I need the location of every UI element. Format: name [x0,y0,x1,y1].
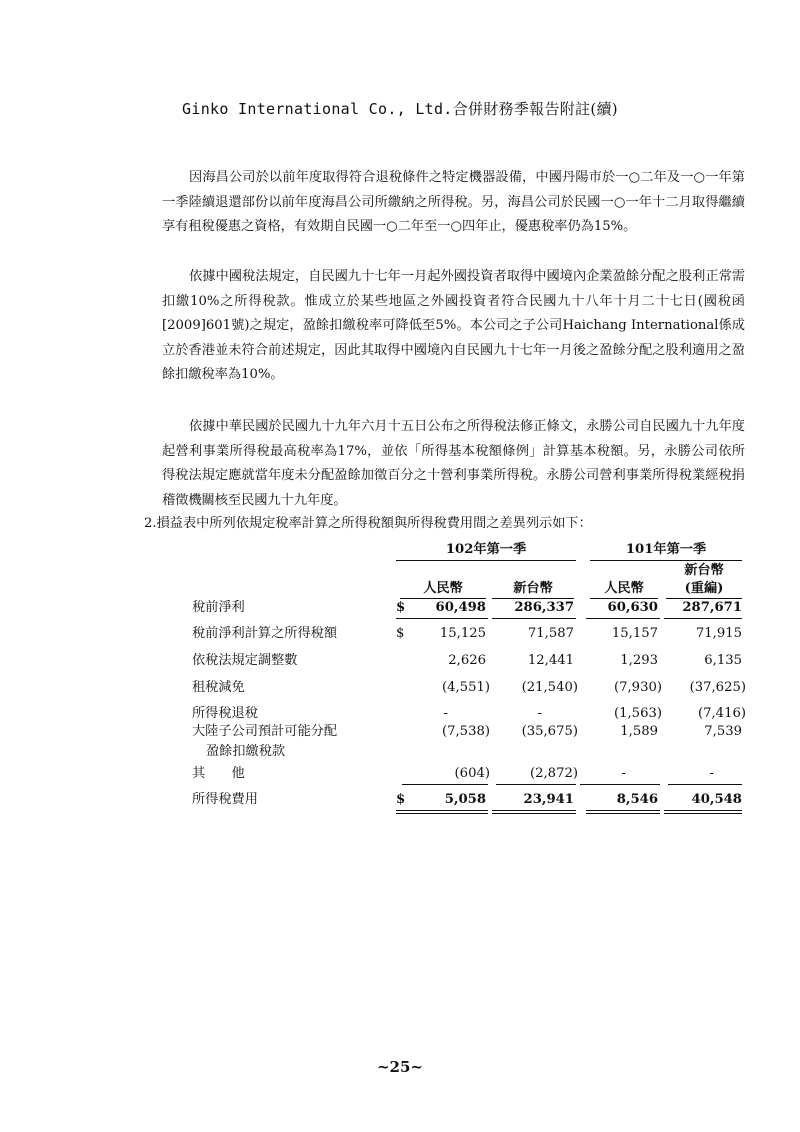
underline [580,784,660,785]
item-2-heading: 2.損益表中所列依規定稅率計算之所得稅額與所得稅費用間之差異列示如下： [144,516,592,531]
table-cell: (7,930) [613,680,662,695]
table-cell: 15,125 [439,626,486,641]
table-cell: 12,441 [527,653,574,668]
col-header-rmb-101: 人民幣 [590,580,658,599]
table-cell: - [443,706,448,721]
report-title: 合併財務季報告附註(續) [452,100,618,118]
double-underline [396,810,488,814]
row-label-line2: 盈餘扣繳稅款 [206,744,286,759]
group-header-102: 102年第一季 [396,540,576,561]
table-cell: (21,540) [521,680,578,695]
table-cell: (1,563) [613,706,662,721]
currency-symbol: $ [396,626,405,641]
underline [402,784,488,785]
table-cell: - [621,766,626,781]
table-cell: 60,498 [435,600,486,615]
table-cell: 40,548 [691,792,742,807]
table-cell: 5,058 [444,792,486,807]
table-cell: 6,135 [704,653,742,668]
table-cell: 8,546 [616,792,658,807]
row-label-line1: 大陸子公司預計可能分配 [192,724,338,739]
row-label-withholding [192,722,337,762]
row-label-tax-adjustment: 依稅法規定調整數 [192,653,298,668]
underline [492,618,576,619]
company-name: Ginko International Co., Ltd. [182,100,453,118]
table-cell: (604) [454,766,490,781]
table-cell: (37,625) [689,680,746,695]
table-cell: - [537,706,542,721]
double-underline [586,810,660,814]
table-cell: (7,416) [697,706,746,721]
paragraph-tax-refund: 因海昌公司於以前年度取得符合退稅條件之特定機器設備，中國丹陽市於一○二年及一○一年第一季陸續退還部份以前年度海昌公司所繳納之所得稅。另，海昌公司於民國一○一年十二月取得繼續享有租稅優惠之資格，有效期自民國一○二年至一○四年止，優惠稅率仍為15%。 [162,170,745,234]
table-cell: 71,915 [695,626,742,641]
row-label-tax-refund: 所得稅退稅 [192,706,258,721]
table-cell: 71,587 [527,626,574,641]
row-label-tax-exemption: 租稅減免 [192,680,245,695]
underline [396,618,488,619]
row-label-income-tax-expense: 所得稅費用 [192,792,258,807]
table-cell: (4,551) [441,680,490,695]
table-cell: (35,675) [521,724,578,739]
row-label-other: 其 他 [192,766,245,781]
table-cell: 60,630 [607,600,658,615]
underline [496,784,576,785]
col-header-ntd-101-line2: (重編) [684,581,724,596]
table-cell: (7,538) [441,724,490,739]
currency-symbol: $ [396,792,406,807]
group-header-101: 101年第一季 [590,540,742,561]
col-header-ntd-101-line1: 新台幣 [684,563,724,578]
table-cell: 7,539 [704,724,742,739]
page-number: ~25~ [376,1058,423,1076]
double-underline [664,810,742,814]
table-cell: 15,157 [611,626,658,641]
paragraph-roc-income-tax: 依據中華民國於民國九十九年六月十五日公布之所得稅法修正條文，永勝公司自民國九十九年度起營利事業所得稅最高稅率為17%，並依「所得基本稅額條例」計算基本稅額。另，永勝公司依所得稅法規定應就當年度未分配盈餘加徵百分之十營利事業所得稅。永勝公司營利事業所得稅業經稅捐稽徵機關核至民國九十九年度。 [162,419,745,508]
underline [668,784,742,785]
paragraph-withholding-tax: 依據中國稅法規定，自民國九十七年一月起外國投資者取得中國境內企業盈餘分配之股利正常需扣繳10%之所得稅款。惟成立於某些地區之外國投資者符合民國九十八年十月二十七日(國稅函[2009]601號)之規定，盈餘扣繳稅率可降低至5%。本公司之子公司Haichang International係成立於香港並未符合前述規定，因此其取得中國境內自民國九十七年一月後之盈餘分配之股利適用之盈餘扣繳稅率為10%。 [162,269,745,382]
currency-symbol: $ [396,600,406,615]
table-cell: (2,872) [529,766,578,781]
table-cell: 2,626 [448,653,486,668]
table-cell: - [709,766,714,781]
table-cell: 287,671 [682,600,742,615]
table-cell: 1,293 [620,653,658,668]
table-cell: 23,941 [523,792,574,807]
row-label-pretax-income: 稅前淨利 [192,600,245,615]
page-header [0,98,800,119]
col-header-ntd-101 [666,562,742,599]
double-underline [492,810,576,814]
underline [586,618,660,619]
row-label-computed-tax: 稅前淨利計算之所得稅額 [192,626,338,641]
table-cell: 1,589 [620,724,658,739]
underline [664,618,742,619]
col-header-rmb-102: 人民幣 [400,580,486,599]
table-cell: 286,337 [514,600,574,615]
col-header-ntd-102: 新台幣 [492,580,574,599]
